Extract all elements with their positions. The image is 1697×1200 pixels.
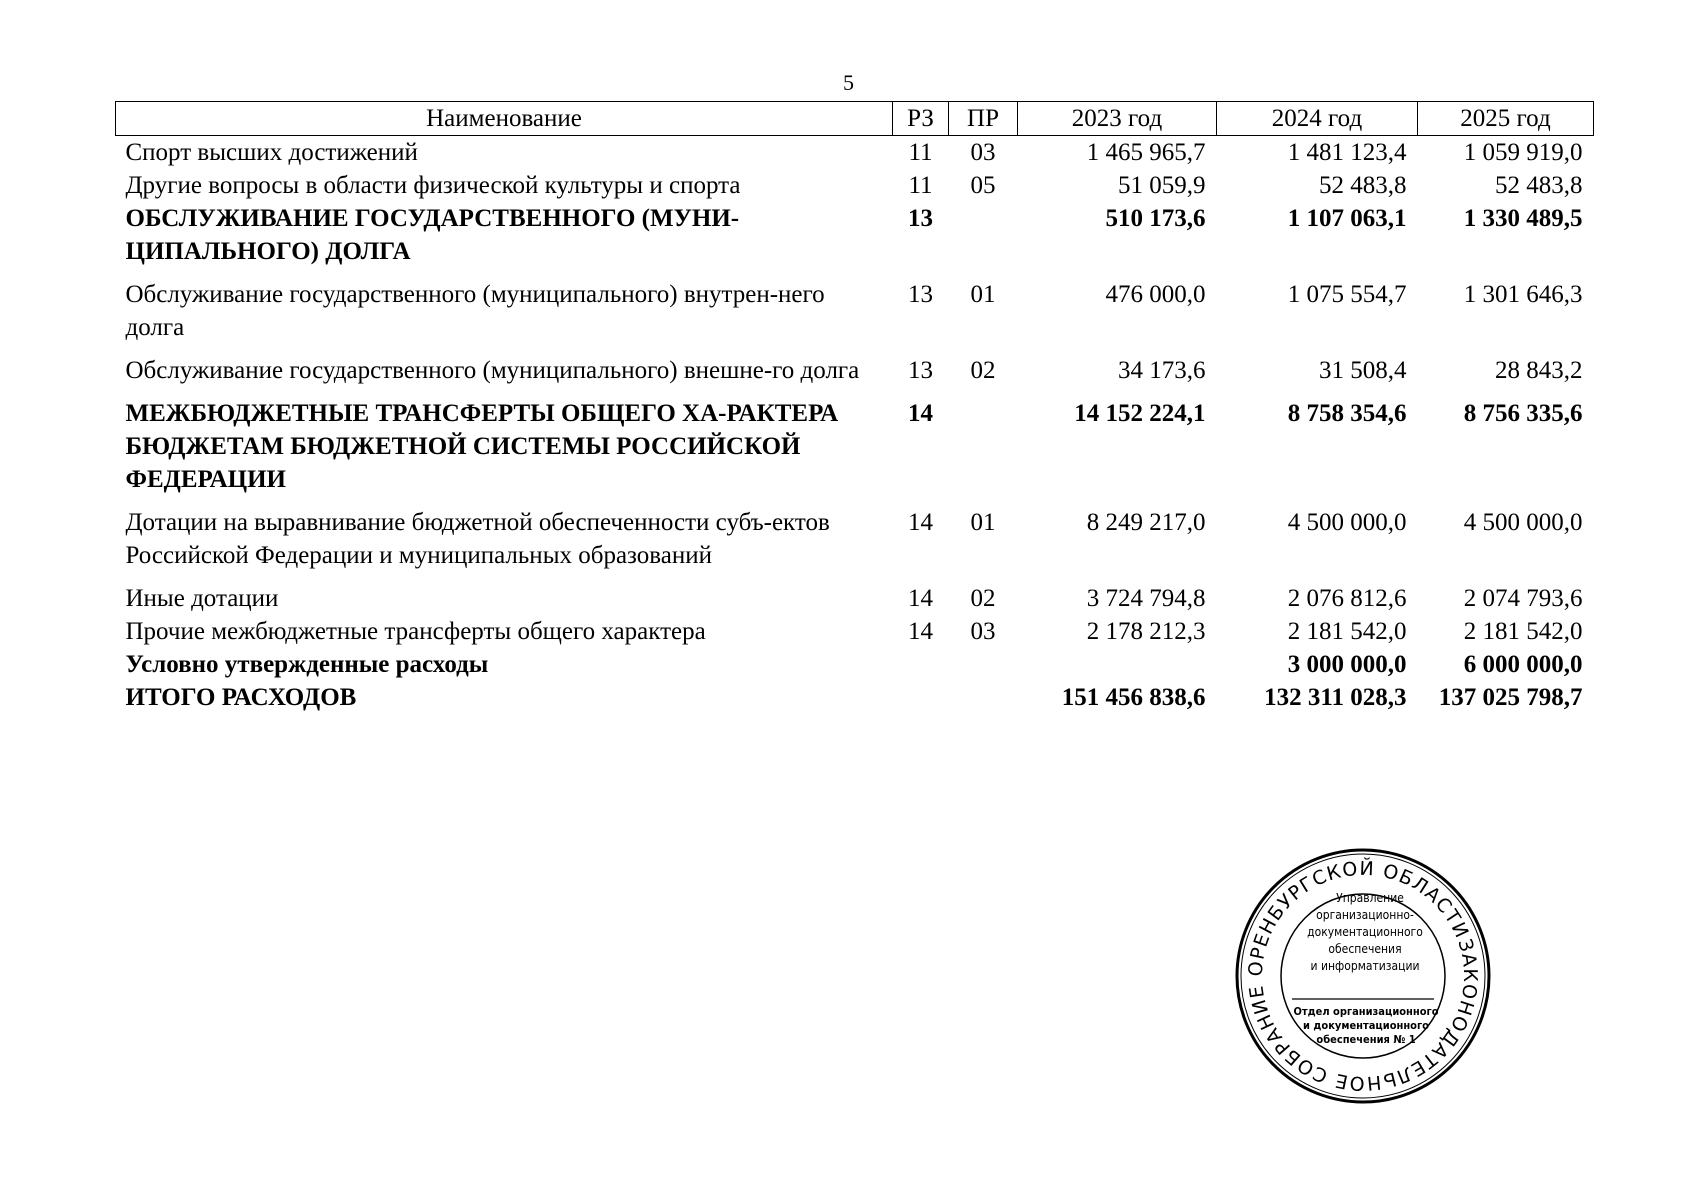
row-name: ИТОГО РАСХОДОВ bbox=[125, 684, 357, 711]
row-name: Прочие межбюджетные трансферты общего характера bbox=[125, 618, 706, 645]
row-value-2023: 151 456 838,6 bbox=[1061, 684, 1206, 711]
row-name: Обслуживание государственного (муниципального) внутрен-него долга bbox=[125, 281, 825, 341]
row-name: Дотации на выравнивание бюджетной обеспеченности субъ-ектов Российской Федерации и муниципальных образований bbox=[125, 509, 830, 569]
header-2024: 2024 год bbox=[1217, 102, 1418, 136]
table-row bbox=[116, 354, 1594, 397]
row-pr bbox=[949, 681, 1018, 714]
table-row bbox=[116, 202, 1594, 278]
row-pr bbox=[949, 397, 1018, 506]
row-value-2024: 1 481 123,4 bbox=[1287, 139, 1407, 166]
row-name: ОБСЛУЖИВАНИЕ ГОСУДАРСТВЕННОГО (МУНИ-ЦИПАЛЬНОГО) ДОЛГА bbox=[125, 205, 740, 265]
row-value-2023: 51 059,9 bbox=[1118, 172, 1206, 199]
row-value-2024: 8 758 354,6 bbox=[1287, 400, 1407, 427]
row-value-2025: 28 843,2 bbox=[1495, 357, 1583, 384]
stamp-inner-line: организационно- bbox=[1316, 908, 1414, 922]
official-stamp bbox=[1230, 843, 1496, 1109]
row-pr: 02 bbox=[970, 357, 996, 384]
row-value-2025: 8 756 335,6 bbox=[1463, 400, 1583, 427]
row-pr: 03 bbox=[970, 618, 996, 645]
row-value-2024: 2 181 542,0 bbox=[1287, 618, 1407, 645]
budget-table bbox=[115, 101, 1594, 714]
row-name: Спорт высших достижений bbox=[125, 139, 418, 166]
row-pr: 01 bbox=[970, 281, 996, 308]
stamp-ring-text bbox=[1230, 843, 1496, 1109]
table-body bbox=[116, 136, 1594, 715]
row-rz: 13 bbox=[908, 281, 933, 308]
row-pr bbox=[949, 648, 1018, 681]
table-row bbox=[116, 136, 1594, 170]
table-row bbox=[116, 681, 1594, 714]
stamp-inner-line: документационного bbox=[1307, 925, 1423, 939]
row-rz: 11 bbox=[908, 172, 933, 199]
row-value-2025: 137 025 798,7 bbox=[1438, 684, 1583, 711]
row-value-2025: 2 074 793,6 bbox=[1463, 585, 1583, 612]
row-pr: 01 bbox=[970, 509, 996, 536]
header-rz: РЗ bbox=[893, 102, 949, 136]
row-rz: 14 bbox=[908, 400, 933, 427]
stamp-dept-line: Отдел организационного bbox=[1293, 1005, 1439, 1018]
table-row bbox=[116, 169, 1594, 202]
stamp-ring-label: ЗАКОНОДАТЕЛЬНОЕ СОБРАНИЕ ОРЕНБУРГСКОЙ ОБЛАСТИ bbox=[1244, 857, 1482, 1095]
row-value-2025: 6 000 000,0 bbox=[1463, 651, 1583, 678]
row-value-2024: 1 075 554,7 bbox=[1287, 281, 1407, 308]
row-value-2025: 1 330 489,5 bbox=[1463, 205, 1583, 232]
row-rz: 14 bbox=[908, 618, 933, 645]
table-header-row bbox=[116, 102, 1594, 136]
row-name: Условно утвержденные расходы bbox=[125, 651, 489, 678]
row-pr: 05 bbox=[970, 172, 996, 199]
row-value-2023: 1 465 965,7 bbox=[1086, 139, 1206, 166]
stamp-inner-line: Управление bbox=[1336, 891, 1404, 905]
row-value-2024: 4 500 000,0 bbox=[1287, 509, 1407, 536]
header-pr: ПР bbox=[949, 102, 1018, 136]
row-value-2023: 510 173,6 bbox=[1105, 205, 1206, 232]
row-value-2025: 4 500 000,0 bbox=[1463, 509, 1583, 536]
row-rz bbox=[893, 681, 949, 714]
row-value-2023: 8 249 217,0 bbox=[1086, 509, 1206, 536]
row-value-2023: 2 178 212,3 bbox=[1086, 618, 1206, 645]
stamp-dept-line: обеспечения № 1 bbox=[1316, 1033, 1416, 1046]
row-value-2023: 34 173,6 bbox=[1118, 357, 1206, 384]
row-value-2024: 2 076 812,6 bbox=[1287, 585, 1407, 612]
stamp-inner-line: и информатизации bbox=[1310, 959, 1420, 973]
row-rz: 11 bbox=[908, 139, 933, 166]
stamp-inner-line: обеспечения bbox=[1328, 942, 1402, 956]
table-row bbox=[116, 582, 1594, 615]
row-value-2023: 476 000,0 bbox=[1105, 281, 1206, 308]
row-rz bbox=[893, 648, 949, 681]
table-row bbox=[116, 615, 1594, 648]
row-rz: 14 bbox=[908, 509, 933, 536]
row-value-2024: 31 508,4 bbox=[1319, 357, 1407, 384]
row-value-2024: 1 107 063,1 bbox=[1287, 205, 1407, 232]
row-value-2024: 3 000 000,0 bbox=[1287, 651, 1407, 678]
row-value-2024: 52 483,8 bbox=[1319, 172, 1407, 199]
row-value-2024: 132 311 028,3 bbox=[1264, 684, 1407, 711]
row-rz: 13 bbox=[908, 205, 933, 232]
header-2025: 2025 год bbox=[1418, 102, 1594, 136]
row-name: Обслуживание государственного (муниципального) внешне-го долга bbox=[125, 357, 860, 384]
table-row bbox=[116, 278, 1594, 354]
row-value-2023 bbox=[1018, 648, 1217, 681]
header-2023: 2023 год bbox=[1018, 102, 1217, 136]
row-value-2025: 1 301 646,3 bbox=[1463, 281, 1583, 308]
row-value-2025: 52 483,8 bbox=[1495, 172, 1583, 199]
row-value-2023: 3 724 794,8 bbox=[1086, 585, 1206, 612]
row-rz: 14 bbox=[908, 585, 933, 612]
row-name: Иные дотации bbox=[125, 585, 279, 612]
row-pr: 03 bbox=[970, 139, 996, 166]
row-value-2025: 1 059 919,0 bbox=[1463, 139, 1583, 166]
row-value-2023: 14 152 224,1 bbox=[1074, 400, 1206, 427]
page-number: 5 bbox=[843, 70, 854, 95]
row-rz: 13 bbox=[908, 357, 933, 384]
row-value-2025: 2 181 542,0 bbox=[1463, 618, 1583, 645]
table-row bbox=[116, 397, 1594, 506]
row-name: Другие вопросы в области физической культуры и спорта bbox=[125, 172, 741, 199]
table-row bbox=[116, 648, 1594, 681]
row-name: МЕЖБЮДЖЕТНЫЕ ТРАНСФЕРТЫ ОБЩЕГО ХА-РАКТЕРА БЮДЖЕТАМ БЮДЖЕТНОЙ СИСТЕМЫ РОССИЙСКОЙ ФЕДЕРАЦИИ bbox=[125, 400, 839, 493]
table-row bbox=[116, 506, 1594, 582]
row-pr bbox=[949, 202, 1018, 278]
header-name: Наименование bbox=[116, 102, 893, 136]
row-pr: 02 bbox=[970, 585, 996, 612]
stamp-dept-line: и документационного bbox=[1303, 1019, 1429, 1032]
